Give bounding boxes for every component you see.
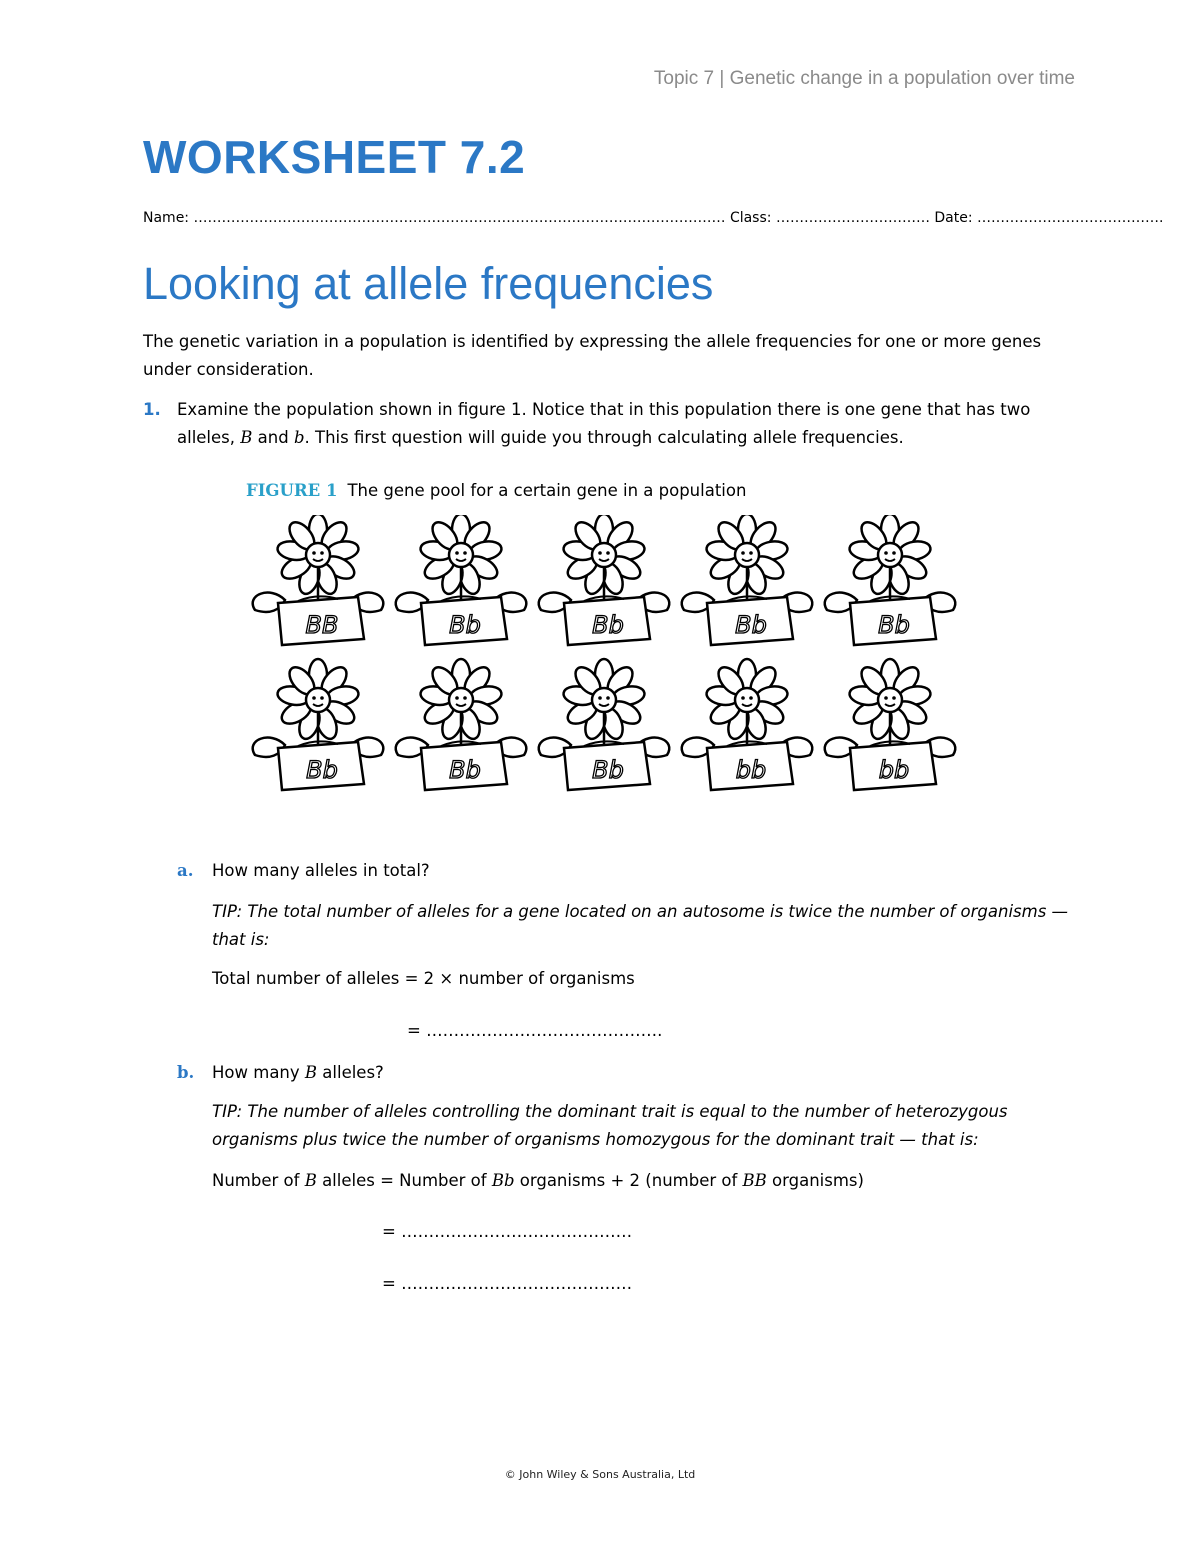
date-field[interactable]: …………………………………. — [977, 210, 1164, 226]
q1-allele-B: B — [240, 428, 253, 447]
eye — [320, 551, 324, 555]
flower-center — [735, 688, 759, 712]
qb-var: B — [304, 1063, 318, 1082]
fb-2: alleles = Number of — [316, 1171, 492, 1190]
flower-bb-2 — [396, 515, 527, 645]
eye — [463, 696, 467, 700]
eye — [312, 696, 316, 700]
date-label: Date: — [934, 210, 973, 226]
eye — [598, 551, 602, 555]
eye — [455, 696, 459, 700]
genotype-label: bb — [735, 756, 767, 784]
qb-post: alleles? — [317, 1063, 384, 1082]
eye — [463, 551, 467, 555]
genotype-label: Bb — [592, 611, 624, 639]
genotype-label: Bb — [878, 611, 910, 639]
answer-b-field-1[interactable]: = …………………………………… — [382, 1222, 633, 1241]
footer-copyright: © John Wiley & Sons Australia, Ltd — [504, 1468, 696, 1481]
question-a-letter: a. — [177, 861, 194, 880]
eye — [741, 551, 745, 555]
question-1-number: 1. — [143, 400, 161, 419]
genotype-label: Bb — [449, 756, 481, 784]
tip-b: TIP: The number of alleles controlling the dominant trait is equal to the number of heterozygous organisms plus twice the number of organisms homozygous for the dominant trait — that is: — [212, 1102, 1008, 1149]
formula-b — [212, 1167, 864, 1195]
eye — [892, 696, 896, 700]
flower-bb-4 — [682, 515, 813, 645]
genotype-label: Bb — [735, 611, 767, 639]
name-field[interactable]: …………………………………………………………………………………………………… — [193, 210, 726, 226]
eye — [884, 696, 888, 700]
eye — [455, 551, 459, 555]
class-field[interactable]: …………………………… — [775, 210, 930, 226]
fb-3: organisms + 2 (number of — [514, 1171, 743, 1190]
eye — [749, 696, 753, 700]
fb-4: organisms) — [766, 1171, 864, 1190]
fb-1: Number of — [212, 1171, 305, 1190]
eye — [606, 551, 610, 555]
q1-allele-b: b — [293, 428, 305, 447]
genotype-label: Bb — [449, 611, 481, 639]
flower-center — [449, 688, 473, 712]
eye — [749, 551, 753, 555]
q1-text-after: . This first question will guide you through calculating allele frequencies. — [304, 428, 904, 447]
formula-a: Total number of alleles = 2 × number of organisms — [212, 969, 635, 988]
flower-center — [592, 688, 616, 712]
genotype-label: BB — [305, 611, 339, 639]
question-b-text — [212, 1059, 384, 1087]
question-a-text: How many alleles in total? — [212, 861, 430, 880]
gene-pool-figure — [240, 515, 970, 815]
page-title: Looking at allele frequencies — [143, 258, 714, 309]
flower-bb-10 — [825, 659, 956, 790]
question-b-letter: b. — [177, 1063, 195, 1082]
header-topic: Topic 7 | Genetic change in a population over time — [653, 68, 1075, 89]
fb-BB: BB — [742, 1171, 767, 1190]
qb-pre: How many — [212, 1063, 305, 1082]
flower-bb-7 — [396, 659, 527, 790]
flower-bb-5 — [825, 515, 956, 645]
flower-center — [878, 543, 902, 567]
figure-label: FIGURE 1 — [246, 481, 338, 500]
genotype-label: bb — [878, 756, 910, 784]
eye — [884, 551, 888, 555]
answer-a-field[interactable]: = ……………………………………. — [407, 1021, 663, 1040]
flower-center — [449, 543, 473, 567]
worksheet-title: WORKSHEET 7.2 — [143, 131, 526, 183]
tip-a: TIP: The total number of alleles for a gene located on an autosome is twice the number of organisms — that is: — [212, 902, 1069, 949]
q1-and: and — [252, 428, 294, 447]
flower-center — [306, 543, 330, 567]
eye — [741, 696, 745, 700]
intro-paragraph: The genetic variation in a population is identified by expressing the allele frequencies for one or more genes under consideration. — [143, 332, 1042, 379]
eye — [320, 696, 324, 700]
eye — [606, 696, 610, 700]
class-label: Class: — [729, 210, 772, 226]
flower-bb-6 — [253, 659, 384, 790]
fb-Bb: Bb — [491, 1171, 515, 1190]
eye — [598, 696, 602, 700]
name-label: Name: — [143, 210, 190, 226]
eye — [312, 551, 316, 555]
flower-bb-8 — [539, 659, 670, 790]
flower-center — [878, 688, 902, 712]
flower-bb-9 — [682, 659, 813, 790]
fb-B: B — [304, 1171, 317, 1190]
figure-caption — [246, 477, 746, 505]
eye — [892, 551, 896, 555]
genotype-label: Bb — [306, 756, 338, 784]
flower-center — [592, 543, 616, 567]
answer-b-field-2[interactable]: = …………………………………… — [382, 1274, 633, 1293]
flower-bb-3 — [539, 515, 670, 645]
flower-center — [735, 543, 759, 567]
student-details-line — [143, 210, 1164, 226]
question-1-text — [177, 396, 1057, 452]
flower-center — [306, 688, 330, 712]
genotype-label: Bb — [592, 756, 624, 784]
figure-caption-text: The gene pool for a certain gene in a population — [347, 481, 747, 500]
flower-bb-1 — [253, 515, 384, 645]
q1-text-before: Examine the population shown in figure 1. Notice that in this population there is one gene that has two alleles, — [177, 400, 1031, 447]
